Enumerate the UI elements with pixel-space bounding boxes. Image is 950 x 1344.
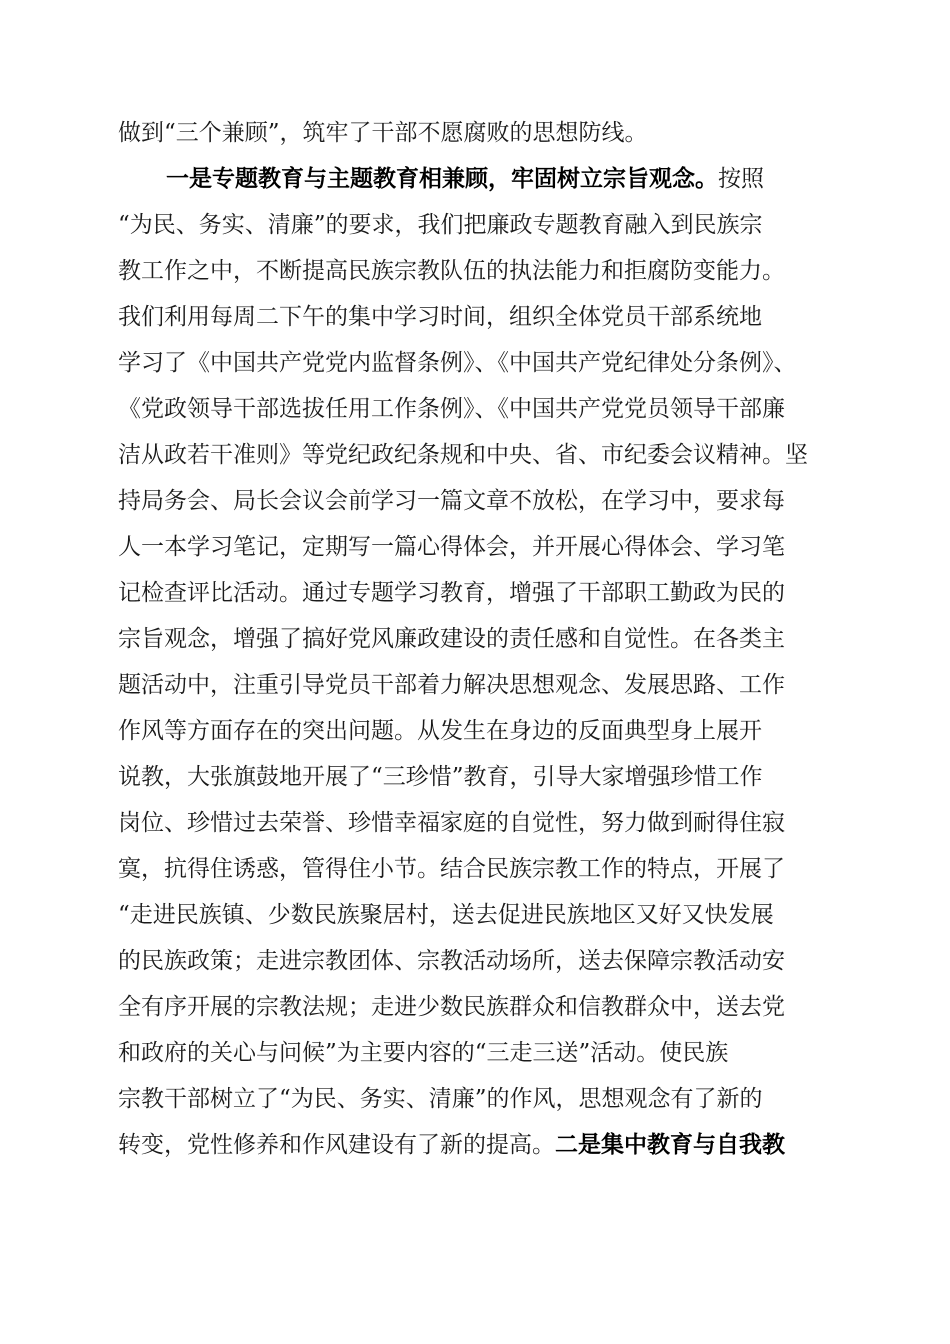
text-line: 学习了《中国共产党党内监督条例》、《中国共产党纪律处分条例》、 bbox=[118, 350, 797, 376]
document-body bbox=[118, 110, 848, 1168]
text-run: 转变，党性修养和作风建设有了新的提高。 bbox=[118, 1132, 555, 1158]
paragraph-last-line bbox=[118, 1122, 848, 1168]
text-line: 全有序开展的宗教法规；走进少数民族群众和信教群众中，送去党 bbox=[118, 994, 785, 1020]
text-line: 记检查评比活动。通过专题学习教育，增强了干部职工勤政为民的 bbox=[118, 580, 785, 606]
text-line: “走进民族镇、少数民族聚居村，送去促进民族地区又好又快发展 bbox=[118, 902, 774, 928]
text-line: 做到“三个兼顾”，筑牢了干部不愿腐败的思想防线。 bbox=[118, 120, 648, 146]
text-line: “为民、务实、清廉”的要求，我们把廉政专题教育融入到民族宗 bbox=[118, 212, 763, 238]
text-line: 洁从政若干准则》等党纪政纪条规和中央、省、市纪委会议精神。坚 bbox=[118, 442, 808, 468]
text-line: 持局务会、局长会议会前学习一篇文章不放松，在学习中，要求每 bbox=[118, 488, 785, 514]
text-line: 的民族政策；走进宗教团体、宗教活动场所，送去保障宗教活动安 bbox=[118, 948, 785, 974]
section-heading-2: 二是集中教育与自我教 bbox=[555, 1131, 785, 1158]
text-line: 题活动中，注重引导党员干部着力解决思想观念、发展思路、工作 bbox=[118, 672, 785, 698]
text-line: 寞，抗得住诱惑，管得住小节。结合民族宗教工作的特点，开展了 bbox=[118, 856, 785, 882]
text-line: 教工作之中，不断提高民族宗教队伍的执法能力和拒腐防变能力。 bbox=[118, 258, 785, 284]
text-line: 人一本学习笔记，定期写一篇心得体会，并开展心得体会、学习笔 bbox=[118, 534, 785, 560]
text-line: 宗教干部树立了“为民、务实、清廉”的作风，思想观念有了新的 bbox=[118, 1086, 763, 1112]
text-line: 说教，大张旗鼓地开展了“三珍惜”教育，引导大家增强珍惜工作 bbox=[118, 764, 763, 790]
text-line: 岗位、珍惜过去荣誉、珍惜幸福家庭的自觉性，努力做到耐得住寂 bbox=[118, 810, 785, 836]
text-line: 我们利用每周二下午的集中学习时间，组织全体党员干部系统地 bbox=[118, 304, 762, 330]
text-run: 按照 bbox=[718, 166, 764, 192]
text-line: 宗旨观念，增强了搞好党风廉政建设的责任感和自觉性。在各类主 bbox=[118, 626, 785, 652]
text-line: 《党政领导干部选拔任用工作条例》、《中国共产党党员领导干部廉 bbox=[118, 396, 785, 422]
paragraph-first-line bbox=[118, 156, 848, 202]
section-heading-1: 一是专题教育与主题教育相兼顾，牢固树立宗旨观念。 bbox=[166, 165, 718, 192]
text-line: 和政府的关心与问候”为主要内容的“三走三送”活动。使民族 bbox=[118, 1040, 729, 1066]
text-line: 作风等方面存在的突出问题。从发生在身边的反面典型身上展开 bbox=[118, 718, 762, 744]
